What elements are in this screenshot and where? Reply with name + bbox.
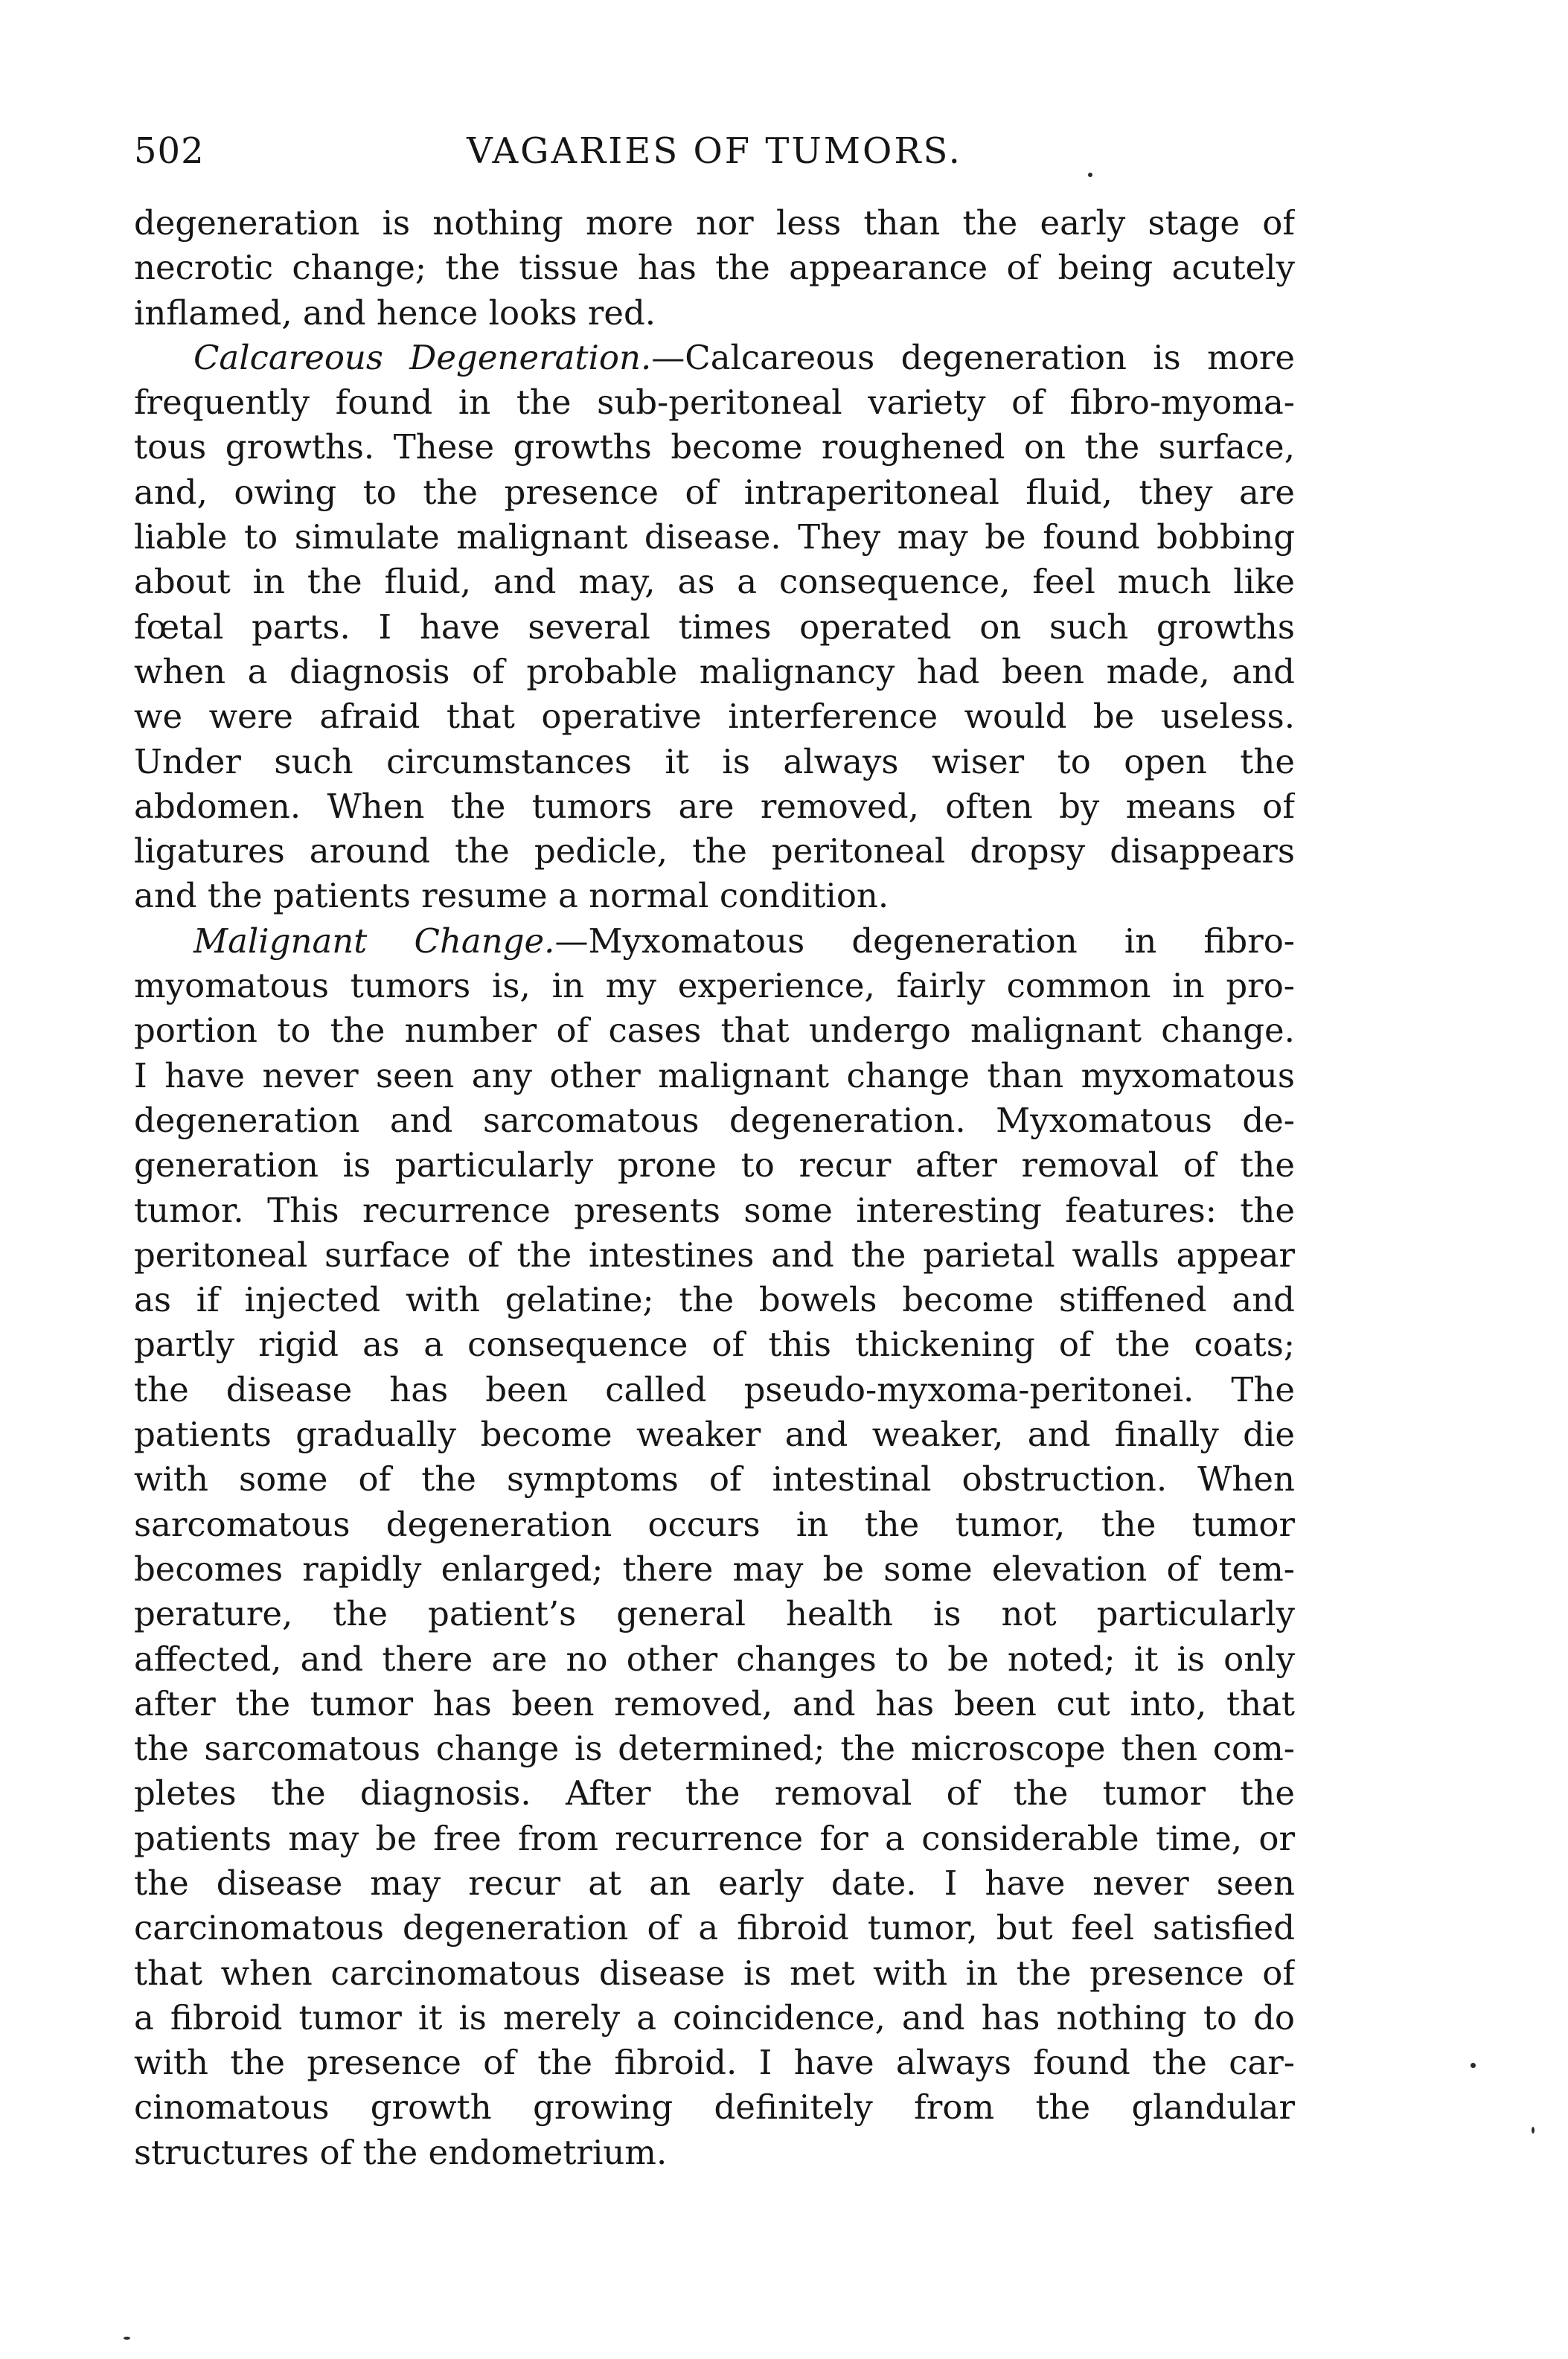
text-line: a fibroid tumor it is merely a coincidence, and has nothing to do	[134, 1997, 1295, 2038]
text-line: patients may be free from recurrence for a considerable time, or	[134, 1818, 1295, 1858]
text-line: affected, and there are no other changes to be noted; it is only	[134, 1639, 1295, 1679]
text-line: fœtal parts. I have several times operated on such growths	[134, 606, 1295, 647]
text-line: and the patients resume a normal condition.	[134, 876, 889, 916]
text-line: degeneration and sarcomatous degeneration. Myxomatous de-	[134, 1100, 1295, 1140]
text-line: tous growths. These growths become roughened on the surface,	[134, 427, 1295, 467]
text-line: I have never seen any other malignant change than myxomatous	[134, 1055, 1295, 1095]
paragraph-malignant-change	[134, 919, 1295, 2175]
text-line: myomatous tumors is, in my experience, fairly common in pro-	[134, 966, 1295, 1006]
text-line: portion to the number of cases that undergo malignant change.	[134, 1011, 1295, 1051]
text-run: —Calcareous degeneration is more	[651, 337, 1295, 377]
text-line: Under such circumstances it is always wiser to open the	[134, 741, 1295, 781]
text-line: we were afraid that operative interference would be useless.	[134, 697, 1295, 737]
paragraph	[134, 201, 1295, 336]
text-line: as if injected with gelatine; the bowels become stiffened and	[134, 1280, 1295, 1320]
text-line: that when carcinomatous disease is met with in the presence of	[134, 1953, 1295, 1993]
text-line: and, owing to the presence of intraperitoneal fluid, they are	[134, 472, 1295, 512]
scan-speck	[1532, 2127, 1535, 2134]
scan-speck	[1088, 173, 1092, 177]
text-line: tumor. This recurrence presents some interesting features: the	[134, 1190, 1295, 1230]
text-line: becomes rapidly enlarged; there may be some elevation of tem-	[134, 1549, 1295, 1589]
text-line: abdomen. When the tumors are removed, often by means of	[134, 786, 1295, 826]
text-line: when a diagnosis of probable malignancy had been made, and	[134, 651, 1295, 691]
text-line: degeneration is nothing more nor less than the early stage of	[134, 203, 1295, 243]
text-line: the disease has been called pseudo-myxoma-peritonei. The	[134, 1369, 1295, 1409]
text-line: patients gradually become weaker and weaker, and finally die	[134, 1415, 1295, 1455]
scan-speck	[124, 2337, 130, 2340]
page-header	[134, 121, 1295, 181]
text-line: partly rigid as a consequence of this thickening of the coats;	[134, 1325, 1295, 1365]
section-heading-calcareous: Calcareous Degeneration.	[193, 337, 652, 377]
text-line	[134, 919, 1295, 964]
text-line: the sarcomatous change is determined; the microscope then com-	[134, 1729, 1295, 1769]
paragraph-calcareous-degeneration	[134, 336, 1295, 919]
text-line: structures of the endometrium.	[134, 2132, 668, 2172]
text-line: sarcomatous degeneration occurs in the tumor, the tumor	[134, 1504, 1295, 1544]
text-line: necrotic change; the tissue has the appearance of being acutely	[134, 248, 1295, 288]
text-line: liable to simulate malignant disease. They may be found bobbing	[134, 517, 1295, 557]
text-line: the disease may recur at an early date. I have never seen	[134, 1863, 1295, 1903]
text-line: perature, the patient’s general health is not particularly	[134, 1594, 1295, 1634]
text-line: generation is particularly prone to recur after removal of the	[134, 1145, 1295, 1185]
text-line: ligatures around the pedicle, the peritoneal dropsy disappears	[134, 831, 1295, 871]
scan-speck	[1471, 2063, 1476, 2068]
section-heading-malignant: Malignant Change.	[193, 921, 555, 961]
body-text	[134, 201, 1295, 2175]
text-line	[134, 336, 1295, 380]
text-line: cinomatous growth growing definitely from the glandular	[134, 2087, 1295, 2128]
text-line: peritoneal surface of the intestines and the parietal walls appear	[134, 1235, 1295, 1275]
text-line: about in the fluid, and may, as a consequence, feel much like	[134, 562, 1295, 602]
running-title: VAGARIES OF TUMORS.	[467, 130, 962, 172]
text-line: with some of the symptoms of intestinal obstruction. When	[134, 1459, 1295, 1499]
page-number: 502	[134, 130, 205, 172]
text-line: inflamed, and hence looks red.	[134, 292, 656, 333]
text-run: —Myxomatous degeneration in fibro-	[554, 921, 1295, 961]
text-line: after the tumor has been removed, and has been cut into, that	[134, 1683, 1295, 1723]
text-line: with the presence of the fibroid. I have always found the car-	[134, 2043, 1295, 2083]
text-line: carcinomatous degeneration of a fibroid tumor, but feel satisfied	[134, 1908, 1295, 1948]
text-line: frequently found in the sub-peritoneal variety of fibro-myoma-	[134, 383, 1295, 423]
text-line: pletes the diagnosis. After the removal of the tumor the	[134, 1773, 1295, 1814]
